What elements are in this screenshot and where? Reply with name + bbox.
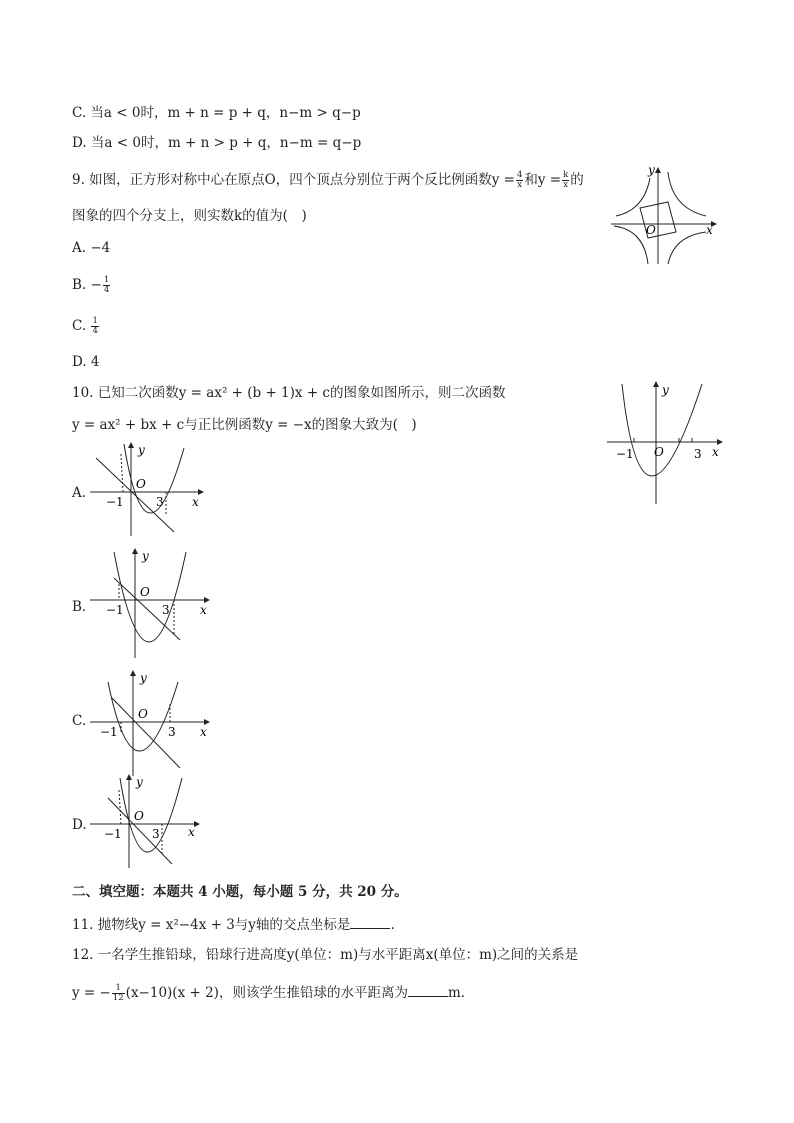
q11-stem (72, 914, 395, 935)
q9-hyperbola-branch-q1 (668, 172, 706, 216)
q11-text-b: . (390, 917, 395, 933)
q9-option-a[interactable]: A. −4 (72, 240, 111, 256)
qb-label-neg1: −1 (106, 603, 124, 617)
q10-option-d-label[interactable]: D. (72, 817, 87, 833)
qa-label-neg1: −1 (106, 495, 124, 509)
q12-text-a: y = − (72, 985, 111, 1001)
q9-fraction-4-over-x (516, 171, 523, 190)
qc-y-arrow (130, 670, 136, 676)
qb-parabola (114, 552, 186, 642)
qd-x-arrow (194, 821, 200, 827)
q8-option-d: D. 当a < 0时，m + n > p + q，n−m = q−p (72, 135, 362, 151)
q8-option-c: C. 当a < 0时，m + n = p + q，n−m > q−p (72, 105, 361, 121)
q11-text-a: 11. 抛物线y = x²−4x + 3与y轴的交点坐标是 (72, 917, 351, 933)
qd-label-x: x (188, 825, 195, 839)
q9-option-c-prefix: C. (72, 318, 91, 334)
q10-parabola (622, 384, 702, 476)
q9-hyperbola-branch-q2 (616, 178, 650, 216)
qb-label-3: 3 (162, 603, 170, 617)
q12-text-b: (x−10)(x + 2)，则该学生推铅球的水平距离为 (125, 985, 408, 1001)
q11-answer-blank[interactable] (350, 914, 390, 929)
q10-option-d-figure[interactable] (88, 772, 204, 872)
qa-label-3: 3 (156, 495, 164, 509)
q12-text-c: m. (447, 985, 466, 1001)
q10-figure-parabola (604, 378, 728, 508)
q10-option-c-label[interactable]: C. (72, 713, 87, 729)
q9-option-b-prefix: B. − (72, 277, 102, 293)
qc-label-y: y (140, 671, 147, 685)
q9-frac1-den: x (517, 180, 523, 190)
q12-stem-line1: 12. 一名学生推铅球，铅球行进高度y(单位：m)与水平距离x(单位：m)之间的关系是 (72, 947, 579, 963)
qc-label-neg1: −1 (100, 725, 118, 739)
q9-option-b-num: 1 (103, 275, 110, 285)
q10-label-y: y (662, 383, 669, 397)
q10-option-a-label[interactable]: A. (72, 485, 87, 501)
qb-label-origin: O (140, 585, 150, 599)
qd-label-y: y (136, 775, 143, 789)
qc-label-origin: O (138, 707, 148, 721)
section-2-heading: 二、填空题：本题共 4 小题，每小题 5 分，共 20 分。 (72, 884, 408, 900)
q9-label-x: x (706, 223, 713, 237)
q10-stem-line1: 10. 已知二次函数y = ax² + (b + 1)x + c的图象如图所示，则二次函数 (72, 385, 506, 401)
qa-y-arrow (128, 442, 134, 448)
q9-stem-a: 9. 如图，正方形对称中心在原点O，四个顶点分别位于两个反比例函数y = (72, 172, 515, 188)
qd-dash-left (119, 790, 121, 824)
q9-option-d[interactable]: D. 4 (72, 354, 100, 370)
qc-label-x: x (200, 725, 207, 739)
qd-label-origin: O (134, 809, 144, 823)
qa-label-origin: O (136, 477, 146, 491)
q9-label-origin: O (646, 223, 656, 237)
qb-y-arrow (132, 548, 138, 554)
qb-label-x: x (200, 603, 207, 617)
q9-option-b-den: 4 (103, 285, 110, 295)
q10-option-b-label[interactable]: B. (72, 599, 87, 615)
q9-fraction-k-over-x (562, 171, 569, 190)
qb-label-y: y (142, 549, 149, 563)
qd-label-neg1: −1 (104, 827, 122, 841)
qa-parabola (124, 444, 184, 513)
q10-label-neg1: −1 (616, 447, 634, 461)
q12-answer-blank[interactable] (408, 982, 448, 997)
q9-stem-c: 的 (570, 172, 584, 188)
q10-label-x: x (712, 445, 719, 459)
q9-frac2-num: k (563, 170, 569, 180)
q10-label-origin: O (654, 445, 664, 459)
q10-option-c-figure[interactable] (88, 668, 214, 780)
q9-frac1-num: 4 (516, 170, 523, 180)
q10-option-b-figure[interactable] (88, 546, 214, 662)
qd-label-3: 3 (152, 827, 160, 841)
q10-label-3: 3 (694, 447, 702, 461)
q9-stem-b: 和y = (524, 172, 562, 188)
q10-option-a-figure[interactable] (88, 440, 208, 540)
q9-frac2-den: x (563, 180, 569, 190)
q10-stem-line2: y = ax² + bx + c与正比例函数y = −x的图象大致为( ) (72, 417, 417, 433)
q9-hyperbola-branch-q4 (668, 232, 706, 264)
q9-label-y: y (648, 163, 655, 177)
q9-option-b-fraction (103, 276, 110, 295)
qa-label-x: x (192, 495, 199, 509)
qa-dash-left (121, 454, 123, 492)
qd-y-arrow (126, 774, 132, 780)
q12-fraction (112, 984, 125, 1003)
qa-label-y: y (138, 443, 145, 457)
q9-option-c-den: 4 (92, 326, 98, 336)
q9-option-c[interactable] (72, 316, 100, 336)
q12-stem-line2 (72, 982, 465, 1003)
qc-label-3: 3 (168, 725, 176, 739)
q9-option-c-fraction (91, 317, 98, 336)
q9-stem-line1 (72, 170, 584, 190)
q12-frac-den: 12 (112, 993, 124, 1003)
q9-hyperbola-branch-q3 (614, 226, 648, 264)
q9-option-b[interactable] (72, 275, 111, 295)
q9-figure-hyperbola-square (606, 160, 726, 268)
q9-stem-line2: 图象的四个分支上，则实数k的值为( ) (72, 208, 307, 224)
q12-frac-num: 1 (112, 984, 125, 994)
qa-x-arrow (198, 489, 204, 495)
q9-option-c-num: 1 (92, 316, 98, 326)
